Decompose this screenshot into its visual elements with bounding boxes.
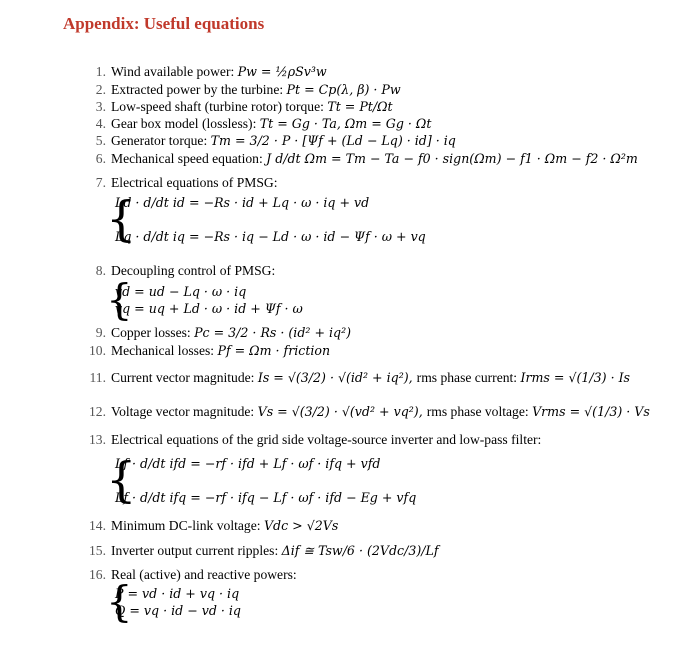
item-number: 7. (95, 175, 106, 190)
brace-icon: { (106, 191, 137, 247)
item-label: Copper losses: (111, 325, 195, 340)
equation-item (82, 325, 351, 341)
item-number: 9. (95, 325, 106, 340)
brace-icon: { (106, 577, 133, 626)
system-line: vd = ud − Lq · ω · iq (115, 284, 247, 299)
equation-item (82, 133, 456, 149)
equation-item (82, 116, 431, 132)
equation: Vrms = √(1/3) · Vs (532, 404, 650, 419)
item-number: 8. (95, 263, 106, 278)
item-number: 2. (95, 82, 106, 97)
item-label: Current vector magnitude: (111, 370, 258, 385)
equation: Δif ≅ Tsw/6 · (2Vdc/3)/Lf (281, 543, 439, 558)
equation: Irms = √(1/3) · Is (520, 370, 631, 385)
system-line: Lf · d/dt ifd = −rf · ifd + Lf · ωf · ifq + vfd (115, 456, 381, 471)
item-label: Voltage vector magnitude: (111, 404, 258, 419)
equation: Is = √(3/2) · √(id² + iq²), (257, 370, 417, 385)
system-line: vq = uq + Ld · ω · id + Ψf · ω (115, 301, 303, 316)
item-label: Mechanical speed equation: (111, 151, 267, 166)
equation-item (82, 175, 278, 191)
item-number: 4. (95, 116, 106, 131)
equation: Tt = Pt/Ωt (327, 99, 393, 114)
item-label: Inverter output current ripples: (111, 543, 282, 558)
system-line: Lq · d/dt iq = −Rs · iq − Ld · ω · id − Ψf · ω + vq (115, 229, 426, 244)
equation-item (82, 99, 393, 115)
item-label: rms phase voltage: (426, 404, 533, 419)
item-number: 11. (89, 370, 106, 385)
system-line: P = vd · id + vq · iq (115, 586, 240, 601)
item-number: 5. (95, 133, 106, 148)
item-number: 6. (95, 151, 106, 166)
item-number: 1. (95, 64, 106, 79)
brace-icon: { (106, 275, 133, 324)
system-line: Q = vq · id − vd · iq (115, 603, 241, 618)
item-number: 14. (89, 518, 106, 533)
page-title: Appendix: Useful equations (63, 14, 265, 33)
equation-item (82, 343, 330, 359)
equation-item (82, 64, 327, 80)
item-number: 12. (89, 404, 106, 419)
brace-icon: { (106, 452, 137, 508)
equation-item (82, 151, 638, 167)
item-label: Electrical equations of PMSG: (111, 175, 278, 190)
equation: Pt = Cp(λ, β) · Pw (286, 82, 401, 97)
equation-item (82, 82, 401, 98)
item-label: rms phase current: (416, 370, 521, 385)
equation: J d/dt Ωm = Tm − Ta − f0 · sign(Ωm) − f1 · Ωm − f2 · Ω²m (266, 151, 638, 166)
item-number: 13. (89, 432, 106, 447)
equation: Pf = Ωm · friction (217, 343, 331, 358)
item-number: 15. (89, 543, 106, 558)
item-label: Mechanical losses: (111, 343, 218, 358)
item-label: Wind available power: (111, 64, 238, 79)
item-number: 16. (89, 567, 106, 582)
equation-item (82, 370, 630, 386)
equation-item (82, 404, 650, 420)
equation-item (82, 432, 541, 448)
item-label: Decoupling control of PMSG: (111, 263, 276, 278)
equation: Tt = Gg · Ta, Ωm = Gg · Ωt (259, 116, 432, 131)
equation: Tm = 3/2 · P · [Ψf + (Ld − Lq) · id] · iq (210, 133, 456, 148)
system-line: Lf · d/dt ifq = −rf · ifq − Lf · ωf · ifd − Eg + vfq (115, 490, 417, 505)
equation: Pw = ½ρSv³w (237, 64, 327, 79)
equation-item (82, 543, 439, 559)
item-number: 10. (89, 343, 106, 358)
system-line: Ld · d/dt id = −Rs · id + Lq · ω · iq + vd (115, 195, 370, 210)
item-label: Extracted power by the turbine: (111, 82, 287, 97)
item-label: Real (active) and reactive powers: (111, 567, 297, 582)
item-number: 3. (95, 99, 106, 114)
item-label: Low-speed shaft (turbine rotor) torque: (111, 99, 328, 114)
equation: Pc = 3/2 · Rs · (id² + iq²) (194, 325, 352, 340)
equation: Vdc > √2Vs (263, 518, 339, 533)
item-label: Minimum DC-link voltage: (111, 518, 264, 533)
item-label: Electrical equations of the grid side voltage-source inverter and low-pass filter: (111, 432, 542, 447)
equation: Vs = √(3/2) · √(vd² + vq²), (257, 404, 427, 419)
equation-item (82, 518, 338, 534)
item-label: Gear box model (lossless): (111, 116, 260, 131)
item-label: Generator torque: (111, 133, 211, 148)
